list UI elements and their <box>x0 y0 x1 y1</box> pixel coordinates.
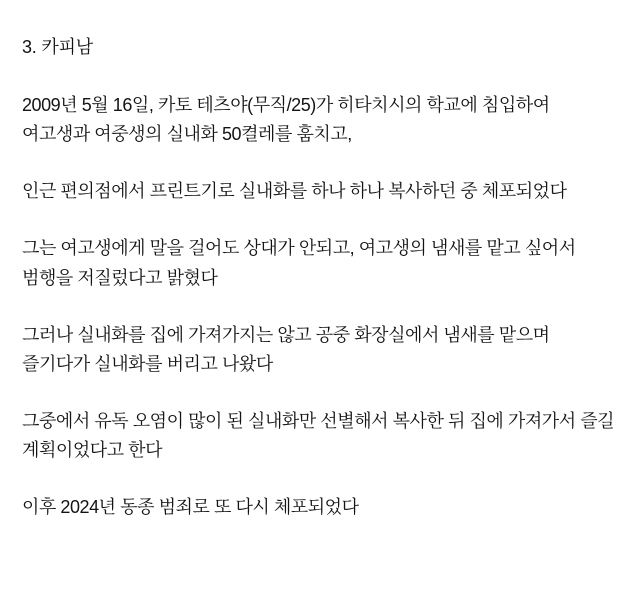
body-paragraph-2: 인근 편의점에서 프린트기로 실내화를 하나 하나 복사하던 중 체포되었다 <box>22 181 567 202</box>
body-paragraph-1: 2009년 5월 16일, 카토 테츠야(무직/25)가 히타치시의 학교에 침입하여 여고생과 여중생의 실내화 50켤레를 훔치고, <box>22 95 555 145</box>
body-paragraph-3: 그는 여고생에게 말을 걸어도 상대가 안되고, 여고생의 냄새를 맡고 싶어서 범행을 저질렀다고 밝혔다 <box>22 238 581 288</box>
body-paragraph-6: 이후 2024년 동종 범죄로 또 다시 체포되었다 <box>22 497 359 518</box>
body-paragraph-4: 그러나 실내화를 집에 가져가지는 않고 공중 화장실에서 냄새를 맡으며 즐기다가 실내화를 버리고 나왔다 <box>22 324 555 374</box>
body-paragraph-5: 그중에서 유독 오염이 많이 된 실내화만 선별해서 복사한 뒤 집에 가져가서 즐길 계획이었다고 한다 <box>22 411 619 461</box>
page-title: 3. 카피남 <box>22 37 93 57</box>
